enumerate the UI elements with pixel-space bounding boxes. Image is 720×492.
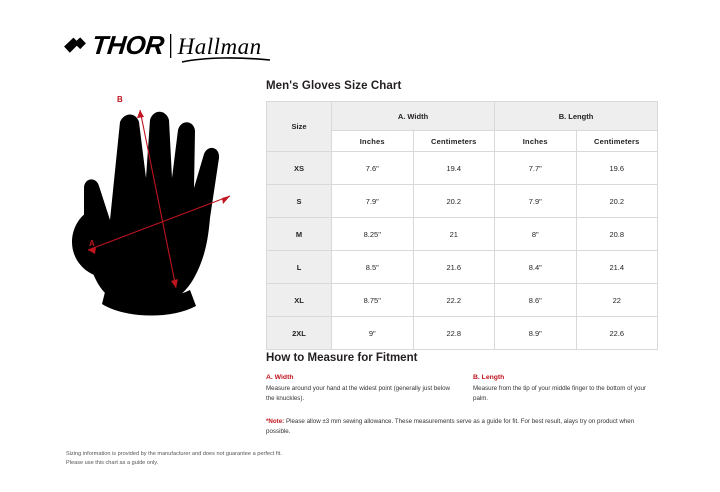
table-row — [267, 185, 658, 218]
footer-disclaimer — [66, 450, 366, 468]
cell-size: M — [267, 218, 332, 251]
table-head — [267, 102, 658, 152]
width-arrow-right — [222, 196, 230, 204]
cell-length-inches: 7.7" — [495, 152, 577, 185]
cell-length-cm: 19.6 — [576, 152, 658, 185]
how-to-measure-section — [266, 352, 658, 436]
cell-width-cm: 21.6 — [413, 251, 495, 284]
hallman-wordmark: Hallman — [177, 33, 262, 59]
header-length-inches: Inches — [495, 131, 577, 152]
cell-size: XS — [267, 152, 332, 185]
logo-divider — [169, 34, 173, 58]
page-title: Men's Gloves Size Chart — [266, 80, 402, 92]
cell-width-cm: 22.2 — [413, 284, 495, 317]
cell-size: S — [267, 185, 332, 218]
how-to-length-heading: B. Length — [473, 374, 505, 381]
table-body — [267, 152, 658, 350]
table-header-row-groups — [267, 102, 658, 131]
chart-section — [266, 80, 658, 350]
cell-width-cm: 21 — [413, 218, 495, 251]
glove-illustration — [58, 92, 248, 322]
glove-hand-icon — [58, 92, 248, 322]
how-to-measure-columns — [266, 374, 658, 403]
cell-width-cm: 19.4 — [413, 152, 495, 185]
cell-width-inches: 9" — [332, 317, 414, 350]
table-row — [267, 317, 658, 350]
cell-size: L — [267, 251, 332, 284]
label-a: A — [89, 239, 95, 248]
header-size: Size — [267, 102, 332, 152]
cell-width-inches: 7.9" — [332, 185, 414, 218]
table-row — [267, 152, 658, 185]
table-row — [267, 284, 658, 317]
label-b: B — [117, 95, 123, 104]
thor-logo — [62, 30, 164, 61]
note-block — [266, 417, 658, 436]
cell-length-inches: 7.9" — [495, 185, 577, 218]
how-to-length-column — [473, 374, 658, 403]
cell-length-cm: 20.2 — [576, 185, 658, 218]
cell-length-inches: 8.6" — [495, 284, 577, 317]
cell-length-inches: 8.4" — [495, 251, 577, 284]
cell-length-cm: 20.8 — [576, 218, 658, 251]
how-to-width-column — [266, 374, 451, 403]
cell-length-inches: 8" — [495, 218, 577, 251]
cell-width-inches: 7.6" — [332, 152, 414, 185]
header-width-inches: Inches — [332, 131, 414, 152]
cell-size: XL — [267, 284, 332, 317]
cell-length-cm: 22 — [576, 284, 658, 317]
cell-length-cm: 21.4 — [576, 251, 658, 284]
footer-line-1: Sizing information is provided by the manufacturer and does not guarantee a perfect fit. — [66, 451, 282, 457]
how-to-length-body: Measure from the tip of your middle finger to the bottom of your palm. — [473, 385, 646, 402]
cell-width-inches: 8.25" — [332, 218, 414, 251]
size-chart-table — [266, 101, 658, 350]
thor-hammer-icon — [62, 33, 88, 59]
hallman-underline-swoosh — [180, 56, 272, 64]
header-group-length: B. Length — [495, 102, 658, 131]
header-length-centimeters: Centimeters — [576, 131, 658, 152]
how-to-measure-title: How to Measure for Fitment — [266, 352, 418, 364]
cell-width-cm: 20.2 — [413, 185, 495, 218]
how-to-width-heading: A. Width — [266, 374, 294, 381]
cell-width-cm: 22.8 — [413, 317, 495, 350]
table-row — [267, 218, 658, 251]
cell-size: 2XL — [267, 317, 332, 350]
hallman-logo — [178, 32, 262, 60]
brand-header — [62, 30, 262, 61]
cell-length-cm: 22.6 — [576, 317, 658, 350]
note-label: *Note: — [266, 418, 285, 426]
cell-width-inches: 8.75" — [332, 284, 414, 317]
header-width-centimeters: Centimeters — [413, 131, 495, 152]
how-to-width-body: Measure around your hand at the widest point (generally just below the knuckles). — [266, 385, 451, 402]
footer-line-2: Please use this chart as a guide only. — [66, 459, 159, 466]
header-group-width: A. Width — [332, 102, 495, 131]
table-row — [267, 251, 658, 284]
cell-width-inches: 8.5" — [332, 251, 414, 284]
length-arrow-top — [137, 110, 144, 118]
note-body: Please allow ±3 mm sewing allowance. These measurements serve as a guide for fit. For best result, alays try on product when possible. — [266, 418, 635, 435]
cell-length-inches: 8.9" — [495, 317, 577, 350]
thor-wordmark: THOR — [90, 30, 166, 60]
